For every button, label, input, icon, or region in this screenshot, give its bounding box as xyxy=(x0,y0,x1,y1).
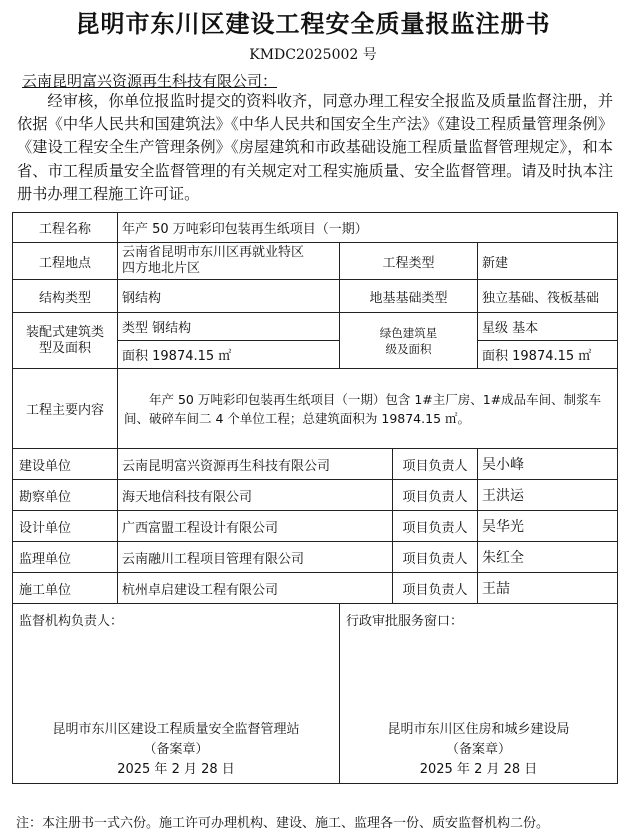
project-type-value: 新建 xyxy=(478,243,618,280)
location-line-1: 云南省昆明市东川区再就业特区 xyxy=(122,245,305,260)
unit-name: 海天地信科技有限公司 xyxy=(118,480,393,511)
row-prefab-1 xyxy=(13,313,618,341)
unit-row xyxy=(13,573,618,604)
document-title: 昆明市东川区建设工程安全质量报监注册书 xyxy=(75,10,551,38)
project-lead-name: 朱红全 xyxy=(478,542,618,573)
green-level-value: 星级 基本 xyxy=(478,313,618,341)
supervision-seal-note: （备案章） xyxy=(143,742,209,757)
unit-row xyxy=(13,542,618,573)
prefab-label-line-1: 装配式建筑类 xyxy=(25,324,104,340)
unit-label: 勘察单位 xyxy=(13,480,118,511)
foundation-label: 地基基础类型 xyxy=(340,280,478,313)
location-value xyxy=(118,243,340,280)
structure-value: 钢结构 xyxy=(118,280,340,313)
supervision-org-name: 昆明市东川区建设工程质量安全监督管理站 xyxy=(52,722,300,737)
supervision-head-label: 监督机构负责人： xyxy=(19,614,124,629)
project-lead-name: 吴小峰 xyxy=(478,449,618,480)
prefab-label-line-2: 型及面积 xyxy=(38,340,91,356)
document-number: KMDC2025002 号 xyxy=(249,47,377,63)
admin-seal-note: （备案章） xyxy=(445,742,511,757)
project-lead-label: 项目负责人 xyxy=(393,480,478,511)
admin-date: 2025 年 2 月 28 日 xyxy=(419,762,538,777)
approval-paragraph: 经审核，你单位报监时提交的资料收齐，同意办理工程安全报监及质量监督注册，并依据《中华人民共和国建筑法》《中华人民共和国安全生产法》《建设工程质量管理条例》《建设工程安全生产管理条例》《房屋建筑和市政基础设施工程质量监督管理规定》，和本省、市工程质量安全监督管理的有关规定对工程实施质量、安全监督管理。请及时执本注册书办理工程施工许可证。 xyxy=(17,92,613,203)
location-label: 工程地点 xyxy=(13,243,118,280)
unit-label: 设计单位 xyxy=(13,511,118,542)
supervision-signature-block xyxy=(13,604,340,784)
project-lead-name: 吴华光 xyxy=(478,511,618,542)
content-value: 年产 50 万吨彩印包装再生纸项目（一期）包含 1#主厂房、1#成品车间、制浆车间、破碎车间二 4 个单位工程；总建筑面积为 19874.15 ㎡。 xyxy=(118,369,618,449)
project-lead-name: 王洪运 xyxy=(478,480,618,511)
unit-row xyxy=(13,480,618,511)
row-project-name xyxy=(13,213,618,243)
prefab-label xyxy=(13,313,118,369)
admin-org-name: 昆明市东川区住房和城乡建设局 xyxy=(387,722,570,737)
project-lead-label: 项目负责人 xyxy=(393,511,478,542)
structure-label: 结构类型 xyxy=(13,280,118,313)
admin-head-label: 行政审批服务窗口： xyxy=(346,614,464,629)
project-name-label: 工程名称 xyxy=(13,213,118,243)
unit-name: 云南昆明富兴资源再生科技有限公司 xyxy=(118,449,393,480)
green-label-line-2: 级及面积 xyxy=(385,341,432,356)
unit-name: 广西富盟工程设计有限公司 xyxy=(118,511,393,542)
addressee: 云南昆明富兴资源再生科技有限公司： xyxy=(22,72,278,90)
unit-row xyxy=(13,511,618,542)
content-label: 工程主要内容 xyxy=(13,369,118,449)
foundation-value: 独立基础、筏板基础 xyxy=(478,280,618,313)
row-structure xyxy=(13,280,618,313)
footnote: 注：本注册书一式六份。施工许可办理机构、建设、施工、监理各一份、质安监督机构二份。 xyxy=(16,816,550,831)
green-building-label xyxy=(340,313,478,369)
unit-label: 施工单位 xyxy=(13,573,118,604)
prefab-type-value: 类型 钢结构 xyxy=(118,313,340,341)
location-line-2: 四方地北片区 xyxy=(122,261,201,276)
unit-row xyxy=(13,449,618,480)
unit-label: 建设单位 xyxy=(13,449,118,480)
project-lead-label: 项目负责人 xyxy=(393,573,478,604)
project-type-label: 工程类型 xyxy=(340,243,478,280)
row-location xyxy=(13,243,618,280)
admin-approval-signature-block xyxy=(340,604,618,784)
project-lead-name: 王喆 xyxy=(478,573,618,604)
project-lead-label: 项目负责人 xyxy=(393,449,478,480)
project-lead-label: 项目负责人 xyxy=(393,542,478,573)
row-content xyxy=(13,369,618,449)
registration-form-table xyxy=(12,212,618,784)
unit-name: 杭州卓启建设工程有限公司 xyxy=(118,573,393,604)
project-name-value: 年产 50 万吨彩印包装再生纸项目（一期） xyxy=(118,213,618,243)
unit-name: 云南融川工程项目管理有限公司 xyxy=(118,542,393,573)
green-label-line-1: 绿色建筑星 xyxy=(379,325,438,340)
unit-label: 监理单位 xyxy=(13,542,118,573)
prefab-area-value: 面积 19874.15 ㎡ xyxy=(118,341,340,369)
green-area-value: 面积 19874.15 ㎡ xyxy=(478,341,618,369)
row-signatures xyxy=(13,604,618,784)
supervision-date: 2025 年 2 月 28 日 xyxy=(117,762,235,777)
